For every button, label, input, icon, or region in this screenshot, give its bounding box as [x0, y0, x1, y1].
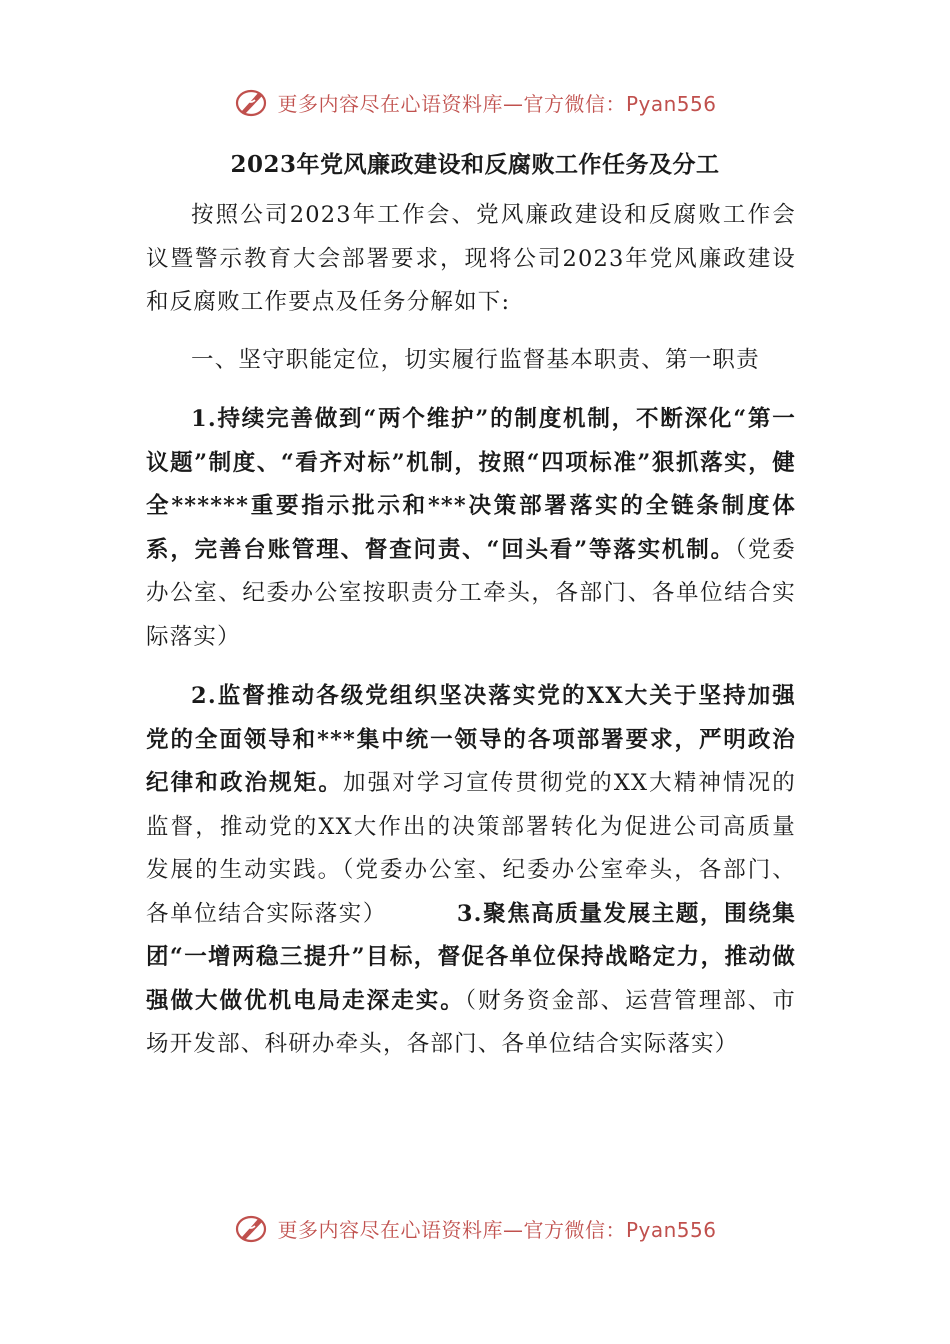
pen-logo-icon [233, 86, 269, 118]
document-body [146, 194, 796, 1067]
watermark-text: 更多内容尽在心语资料库—官方微信：Pyan556 [277, 1217, 717, 1242]
task-item-2-title: 2.监督推动各级党组织坚决落实党的XX大关于坚持加强党的全面领导和***集中统一领导的各项部署要求，严明政治纪律和政治规矩。 [146, 683, 796, 796]
task-item-1 [146, 398, 796, 659]
watermark-footer [0, 1212, 950, 1244]
task-item-3-owner: （财务资金部、运营管理部、市场开发部、科研办牵头，各部门、各单位结合实际落实） [146, 987, 796, 1057]
pen-logo-icon [233, 1212, 269, 1244]
task-item-1-title: 1.持续完善做到“两个维护”的制度机制，不断深化“第一议题”制度、“看齐对标”机制，按照“四项标准”狠抓落实，健全******重要指示批示和***决策部署落实的全链条制度体系，完善台账管理、督查问责、“回头看”等落实机制。 [146, 406, 796, 563]
task-item-1-owner: （党委办公室、纪委办公室按职责分工牵头，各部门、各单位结合实际落实） [146, 536, 796, 650]
watermark-header [0, 86, 950, 118]
task-item-2 [146, 675, 796, 1067]
task-item-2-detail: 加强对学习宣传贯彻党的XX大精神情况的监督，推动党的XX大作出的决策部署转化为促进公司高质量发展的生动实践。（党委办公室、纪委办公室牵头，各部门、各单位结合实际落实） [146, 770, 796, 927]
document-title: 2023年党风廉政建设和反腐败工作任务及分工 [230, 151, 720, 178]
intro-paragraph: 按照公司2023年工作会、党风廉政建设和反腐败工作会议暨警示教育大会部署要求，现将公司2023年党风廉政建设和反腐败工作要点及任务分解如下: [146, 202, 796, 315]
section-heading: 一、坚守职能定位，切实履行监督基本职责、第一职责 [191, 346, 760, 373]
watermark-text: 更多内容尽在心语资料库—官方微信：Pyan556 [277, 91, 717, 116]
task-item-3-title: 3.聚焦高质量发展主题，围绕集团“一增两稳三提升”目标，督促各单位保持战略定力，推动做强做大做优机电局走深走实。 [146, 900, 796, 1014]
